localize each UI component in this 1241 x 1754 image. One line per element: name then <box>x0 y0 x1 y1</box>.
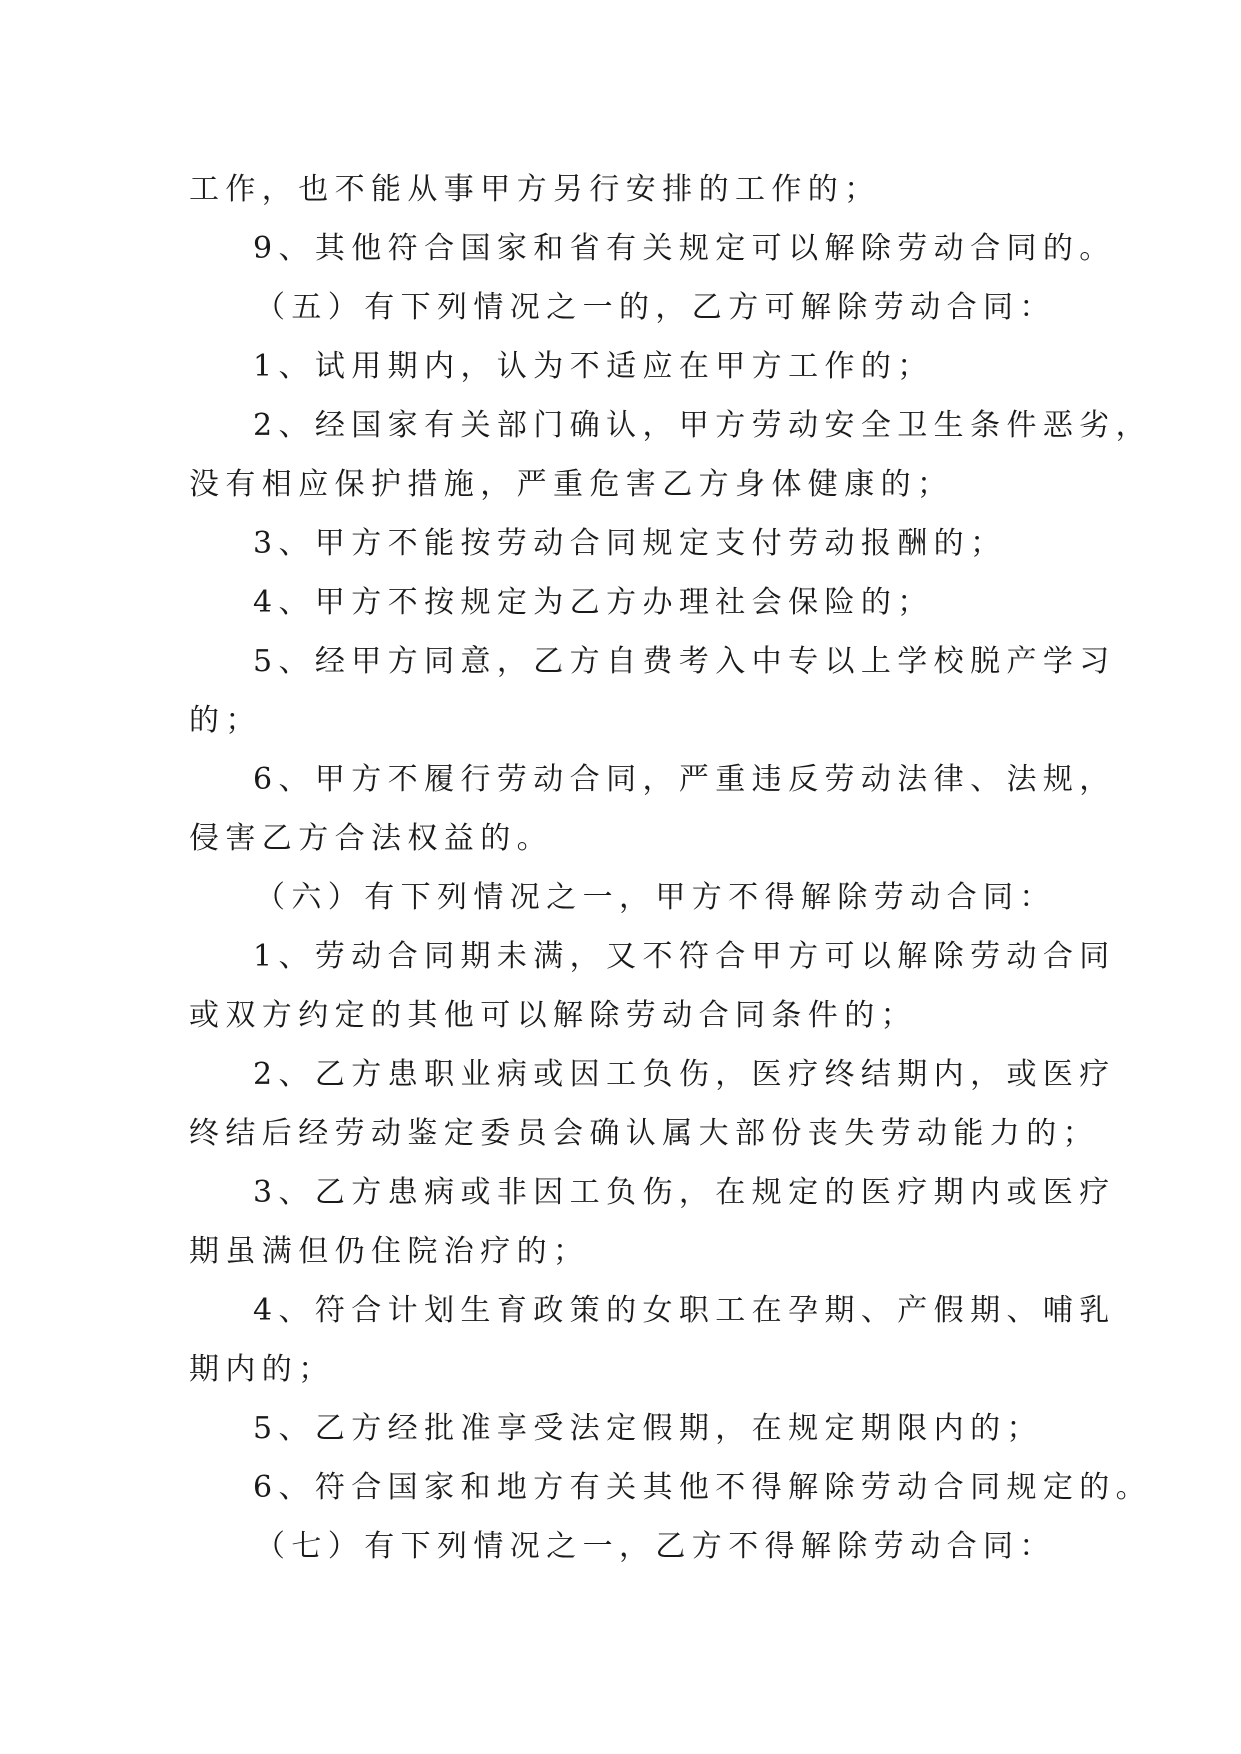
text-line-2: 9、其他符合国家和省有关规定可以解除劳动合同的。 <box>253 231 1116 266</box>
text-line-20: 4、符合计划生育政策的女职工在孕期、产假期、哺乳 <box>253 1293 1116 1328</box>
text-line-11: 6、甲方不履行劳动合同，严重违反劳动法律、法规， <box>253 762 1116 797</box>
section-heading-5: （五）有下列情况之一的，乙方可解除劳动合同： <box>255 290 1056 325</box>
text-line-12: 侵害乙方合法权益的。 <box>189 821 553 856</box>
text-line-5: 2、经国家有关部门确认，甲方劳动安全卫生条件恶劣， <box>253 408 1153 443</box>
text-line-8: 4、甲方不按规定为乙方办理社会保险的； <box>253 585 934 620</box>
text-line-16: 2、乙方患职业病或因工负伤，医疗终结期内，或医疗 <box>253 1057 1116 1092</box>
text-line-17: 终结后经劳动鉴定委员会确认属大部份丧失劳动能力的； <box>189 1116 1099 1151</box>
text-line-22: 5、乙方经批准享受法定假期，在规定期限内的； <box>253 1411 1043 1446</box>
text-line-18: 3、乙方患病或非因工负伤，在规定的医疗期内或医疗 <box>253 1175 1116 1210</box>
text-line-9: 5、经甲方同意，乙方自费考入中专以上学校脱产学习 <box>253 644 1116 679</box>
text-line-19: 期虽满但仍住院治疗的； <box>189 1234 590 1269</box>
text-line-4: 1、试用期内，认为不适应在甲方工作的； <box>253 349 934 384</box>
text-line-23: 6、符合国家和地方有关其他不得解除劳动合同规定的。 <box>253 1470 1153 1505</box>
text-line-14: 1、劳动合同期未满，又不符合甲方可以解除劳动合同 <box>253 939 1116 974</box>
text-line-10: 的； <box>189 703 262 738</box>
text-line-21: 期内的； <box>189 1352 335 1387</box>
text-line-7: 3、甲方不能按劳动合同规定支付劳动报酬的； <box>253 526 1007 561</box>
document-body <box>189 160 1153 1576</box>
text-line-1: 工作，也不能从事甲方另行安排的工作的； <box>189 172 881 207</box>
text-line-15: 或双方约定的其他可以解除劳动合同条件的； <box>189 998 917 1033</box>
section-heading-6: （六）有下列情况之一，甲方不得解除劳动合同： <box>255 880 1056 915</box>
text-line-6: 没有相应保护措施，严重危害乙方身体健康的； <box>189 467 954 502</box>
section-heading-7: （七）有下列情况之一，乙方不得解除劳动合同： <box>255 1529 1056 1564</box>
